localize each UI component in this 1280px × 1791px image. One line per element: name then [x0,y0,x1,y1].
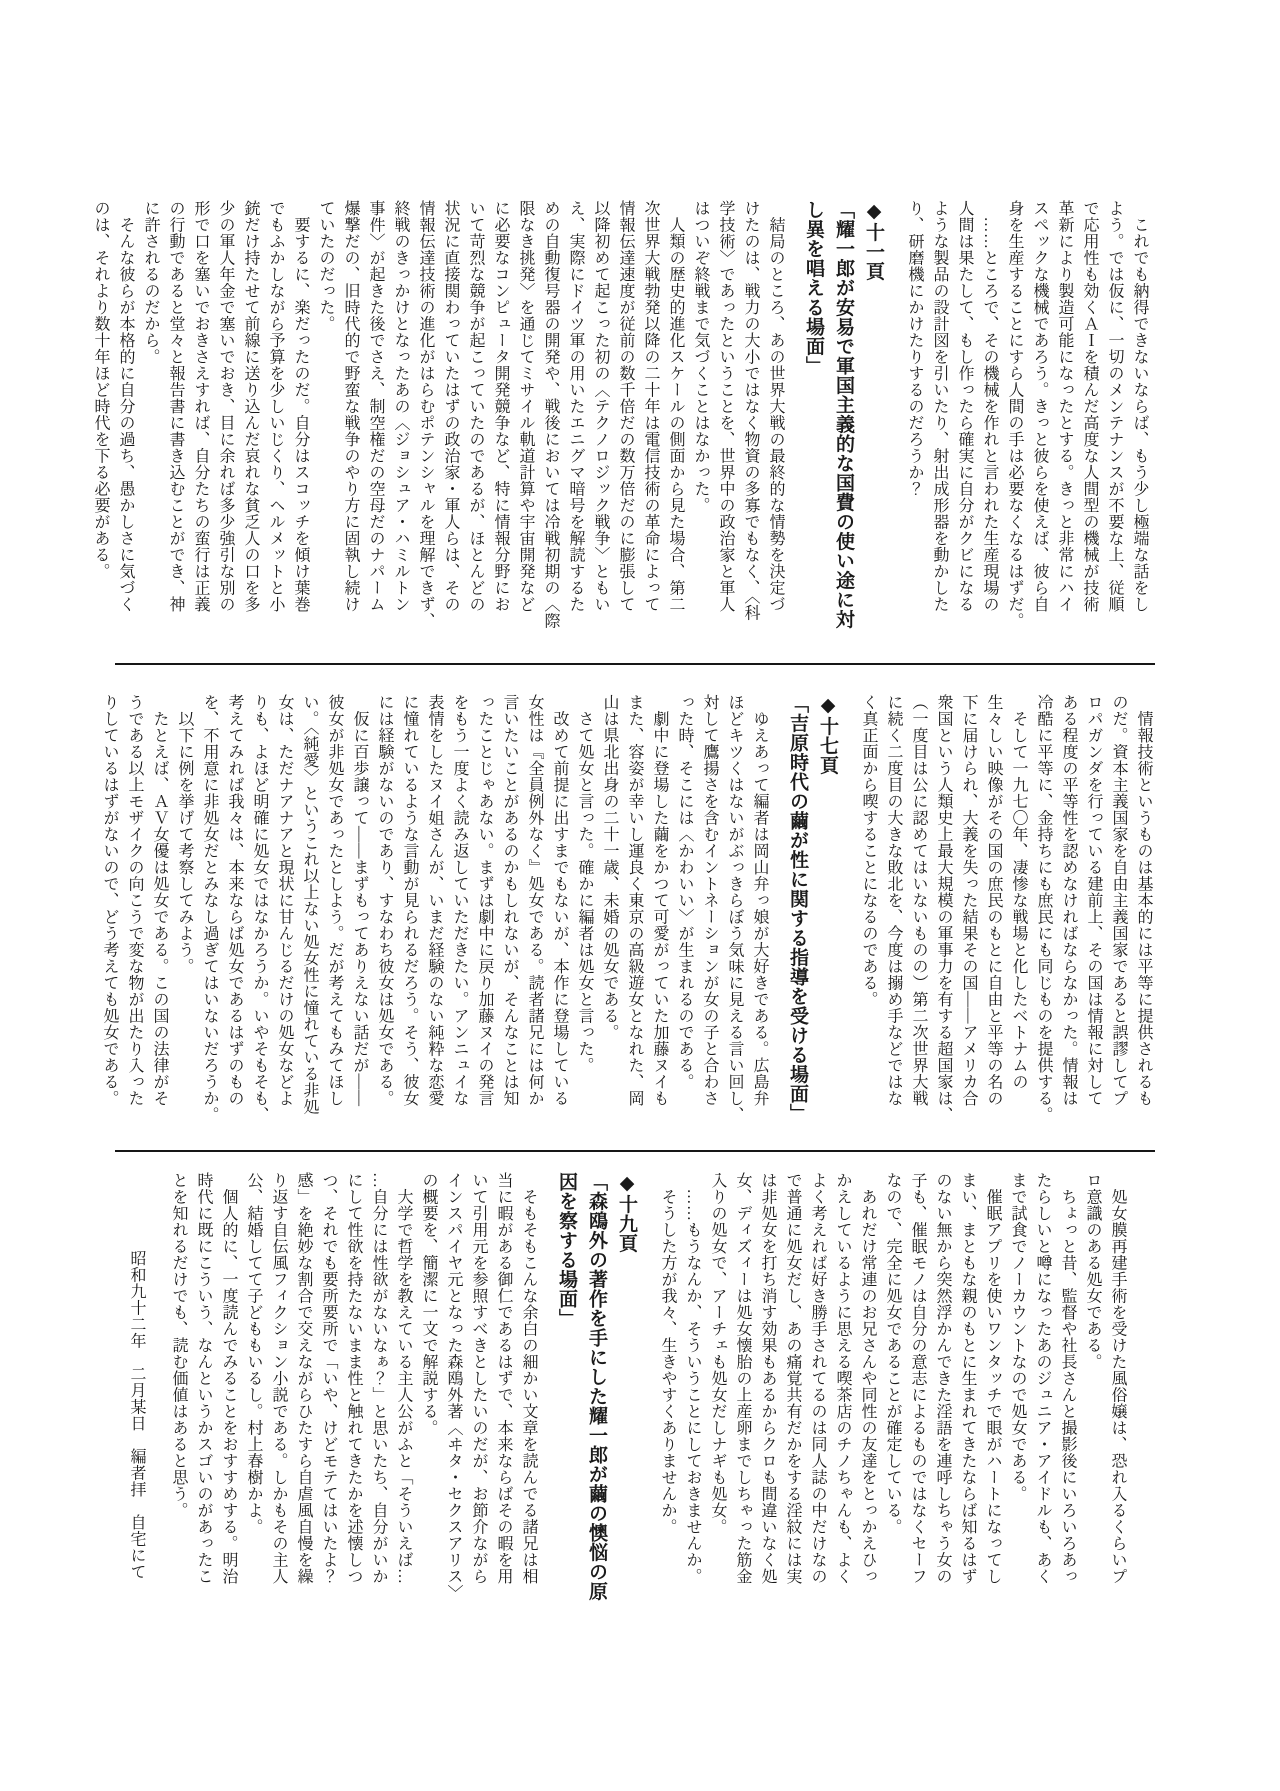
text-column: ロ意識のある処女である。 [1084,1172,1101,1370]
text-column: の行動であると堂々と報告書に書き込むことができ、神 [167,200,184,613]
text-column: 対して鷹揚さを含むイントネーションが女の子と合わさ [701,694,718,1107]
section-intro-text [655,1172,1130,1596]
text-column: 冷酷に平等に、金持ちにも庶民にも同じものを提供する。 [1035,694,1052,1123]
text-column: 劇中に登場した繭をかつて可愛がっていた加藤ヌイも [651,694,668,1107]
text-column: 山は県北出身の二十一歳、未婚の処女である。 [601,694,618,1041]
text-column: 大学で哲学を教えている主人公がふと「そういえば… [395,1172,412,1585]
text-column: ていたのだった。 [317,200,334,332]
text-column: 下に届けられ、大義を失った結果その国――アメリカ合 [960,694,977,1107]
text-column: 以下に例を挙げて考察してみよう。 [176,694,193,975]
section-divider [115,1150,1155,1152]
text-column: で普通に処女だし、あの痛覚共有だかをする淫紋には実 [784,1172,801,1585]
section-body-text [166,1172,541,1601]
text-column: インスパイヤ元となった森鴎外著〈ヰタ・セクスアリス〉 [445,1172,462,1601]
text-column: は非処女を打ち消す効果もあるからクロも間違いなく処 [759,1172,776,1585]
text-column: なので、完全に処女であることが確定している。 [884,1172,901,1535]
text-column: 少の軍人年金で塞いでおき、目に余れば多少強引な別の [217,200,234,613]
text-column: に続く二度目の大きな敗北を、今度は搦め手などではな [885,694,902,1107]
text-column: 仮に百歩譲って――まずもってありえない話だが―― [351,694,368,1107]
text-column: よく考えれば好き勝手されてるのは同人誌の中だけなの [809,1172,826,1585]
text-column: のは、それより数十年ほど時代を下る必要がある。 [92,200,109,580]
text-column: はついぞ終戦まで気づくことはなかった。 [692,200,709,514]
headline-page-marker: ◆十一頁 [863,200,884,281]
text-column: 子も、催眠モノは自分の意志によるものではなくセーフ [909,1172,926,1585]
text-column: で応用性も効くＡＩを積んだ高度な人間型の機械が技術 [1081,200,1098,613]
text-column: ……もうなんか、そういうことにしておきませんか。 [684,1172,701,1585]
colophon-date-line: 昭和九十二年 二月某日 編者拝 自宅にて [128,1250,145,1580]
text-column: い。〈純愛〉というこれ以上ない処女性に憧れている非処 [301,694,318,1115]
section-intro-text [856,694,1156,1146]
section-headline [782,694,842,1146]
section-page-11 [88,200,1152,652]
headline-quote [798,200,858,652]
text-column: 情報伝達技術の進化がはらむポテンシャルを理解できず、 [417,200,434,629]
text-column: そもそもこんな余白の細かい文章を読んでる諸兄は相 [520,1172,537,1585]
headline-quote [551,1172,611,1601]
text-column: りしているはずがないので、どう考えても処女である。 [101,694,118,1107]
text-column: ような製品の設計図を引いたり、射出成形器を動かした [931,200,948,613]
text-column: 言いたいことがあるのかもしれないが、そんなことは知 [501,694,518,1107]
text-column: 情報伝達速度が従前の数千倍だの数万倍だのに膨張して [617,200,634,613]
text-column: ある程度の平等性を認めなければならなかった。情報は [1060,694,1077,1107]
text-column: 形で口を塞いでおきさえすれば、自分たちの蛮行は正義 [192,200,209,613]
text-column: めの自動復号器の開発や、戦後においては冷戦初期の〈際 [542,200,559,629]
text-column: あれだけ常連のお兄さんや同性の友達をとっかえひっ [859,1172,876,1585]
text-column: 入りの処女で、アーチェも処女だしナギも処女。 [709,1172,726,1535]
text-column: 女は、ただナアナアと現状に甘んじるだけの処女などよ [276,694,293,1107]
text-column: たとえば、ＡＶ女優は処女である。この国の法律がそ [151,694,168,1107]
section-page-17 [97,694,1156,1146]
text-column: 結局のところ、あの世界大戦の最終的な情勢を決定づ [767,200,784,613]
text-column: には経験がないのであり、すなわち彼女は処女である。 [376,694,393,1107]
text-column: のない無から突然浮かんできた淫語を連呼しちゃう女の [934,1172,951,1585]
text-column: 限なき挑発〉を通じてミサイル軌道計算や宇宙開発など [517,200,534,613]
text-column: 銃だけ持たせて前線に送り込んだ哀れな貧乏人の口を多 [242,200,259,613]
text-column: 女、ディズィーは処女懐胎の上産卵までしちゃった筋金 [734,1172,751,1585]
text-column: そんな彼らが本格的に自分の過ち、愚かしさに気づく [117,200,134,613]
text-column: でもふかしながら予算を少しいじくり、ヘルメットと小 [267,200,284,613]
text-column: さて処女と言った。確かに編者は処女と言った。 [576,694,593,1074]
text-column: 状況に直接関わっていたはずの政治家・軍人らは、その [442,200,459,613]
text-column: りも、よほど明確に処女ではなかろうか。いやそもそも、 [251,694,268,1123]
text-column: 爆撃だの、旧時代的で野蛮な戦争のやり方に固執し続け [342,200,359,613]
text-column: ……ところで、その機械を作れと言われた生産現場の [981,200,998,613]
headline-page-marker: ◆十九頁 [616,1172,637,1253]
text-column: ちょっと昔、監督や社長さんと撮影後にいろいろあっ [1059,1172,1076,1585]
text-column: 催眠アプリを使いワンタッチで眼がハートになってし [984,1172,1001,1585]
text-column: これでも納得できないならば、もう少し極端な話をし [1131,200,1148,613]
section-headline [798,200,888,652]
text-column: え、実際にドイツ軍の用いたエニグマ暗号を解読するた [567,200,584,613]
text-column: 事件〉が起きた後でさえ、制空権だの空母だのナパーム [367,200,384,613]
text-column: いて苛烈な競争が起こっていたのであるが、ほとんどの [467,200,484,613]
text-column: ほどキツくはないがぶっきらぼう気味に見える言い回し、 [726,694,743,1123]
text-column: ゆえあって編者は岡山弁っ娘が大好きである。広島弁 [751,694,768,1107]
text-column: 人間は果たして、もし作ったら確実に自分がクビになる [956,200,973,613]
text-column: をもう一度よく読み返していただきたい。アンニュイな [451,694,468,1107]
text-column: 要するに、楽だったのだ。自分はスコッチを傾け葉巻 [292,200,309,613]
text-column: また、容姿が幸いし運良く東京の高級遊女となれた、岡 [626,694,643,1107]
text-column: （一度目は公に認めてはいないものの）第二次世界大戦 [910,694,927,1107]
text-column: 衆国という人類史上最大規模の軍事力を有する超国家は、 [935,694,952,1123]
text-column: 学技術〉であったということを、世界中の政治家と軍人 [717,200,734,613]
text-column: よう。では仮に、一切のメンテナンスが不要な上、従順 [1106,200,1123,613]
text-column: けたのは、戦力の大小ではなく物資の多寡でもなく、〈科 [742,200,759,621]
text-column: 身を生産することにすら人間の手は必要なくなるはずだ。 [1006,200,1023,629]
text-column: スペックな機械であろう。きっと彼らを使えば、彼ら自 [1031,200,1048,613]
text-column: の概要を、簡潔に一文で解説する。 [420,1172,437,1436]
text-column: に憧れているような言動が見られるだろう。そう、彼女 [401,694,418,1107]
text-column: ったことじゃあない。まずは劇中に戻り加藤ヌイの発言 [476,694,493,1107]
text-column: 公、結婚してて子どももいるし。村上春樹かよ。 [245,1172,262,1535]
text-column: たらしいと噂になったあのジュニア・アイドルも、あく [1034,1172,1051,1585]
text-column: まで試食でノーカウントなので処女である。 [1009,1172,1026,1502]
section-headline [551,1172,641,1601]
text-column: 感」を絶妙な割合で交えながらひたすら自虐風自慢を繰 [295,1172,312,1585]
text-column: かえしているように思える喫茶店のチノちゃんも、よく [834,1172,851,1585]
text-column: り、研磨機にかけたりするのだろうか？ [906,200,923,497]
text-column: った時、そこには〈かわいい〉が生まれるのである。 [676,694,693,1090]
text-column: 以降初めて起こった初の〈テクノロジック戦争〉ともい [592,200,609,613]
text-column: 処女膜再建手術を受けた風俗嬢は、恐れ入るくらいプ [1109,1172,1126,1585]
text-column: 革新により製造可能になったとする。きっと非常にハイ [1056,200,1073,613]
text-column: ロパガンダを行っている建前上、その国は情報に対して [1085,694,1102,1107]
text-column: 当に暇がある御仁であるはずで、本来ならばその暇を用 [495,1172,512,1585]
text-column: そうした方が我々、生きやすくありませんか。 [659,1172,676,1535]
text-column: 生々しい映像がその国の庶民のもとに自由と平等の名の [985,694,1002,1107]
text-column: 彼女が非処女であったとしよう。だが考えてもみてほし [326,694,343,1107]
text-column: 次世界大戦勃発以降の二十年は電信技術の革命によって [642,200,659,613]
text-column: つ、それでも要所要所で「いや、けどモテてはいたよ？ [320,1172,337,1585]
text-column: を、不用意に非処女だとみなし過ぎてはいないだろうか。 [201,694,218,1123]
text-column: 「耀一郎が安易で軍国主義的な国費の使い途に対 [833,200,854,629]
text-column: 「吉原時代の繭が性に関する指導を受ける場面」 [787,694,808,1123]
text-column: 改めて前提に出すまでもないが、本作に登場している [551,694,568,1107]
text-column: いて引用元を参照すべきとしたいのだが、お節介ながら [470,1172,487,1585]
section-intro-text [902,200,1152,652]
text-column: とを知れるだけでも、読む価値はあると思う。 [170,1172,187,1519]
text-column: し異を唱える場面」 [803,200,824,376]
text-column: まい、まともな親のもとに生まれてきたならば知るはず [959,1172,976,1585]
section-page-19 [122,1172,1130,1601]
text-column: 人類の歴史的進化スケールの側面から見た場合、第二 [667,200,684,613]
text-column: 終戦のきっかけとなったあの〈ジョシュア・ハミルトン [392,200,409,613]
text-column: に必要なコンピュータ開発競争など、特に情報分野にお [492,200,509,613]
text-column: 「森鴎外の著作を手にした耀一郎が繭の懊悩の原 [586,1172,607,1601]
text-column: に許されるのだから。 [142,200,159,365]
text-column: り返す自伝風フィクション小説である。しかもその主人 [270,1172,287,1585]
text-column: 考えてみれば我々は、本来ならば処女であるはずのもの [226,694,243,1107]
text-column: 女性は『全員例外なく』処女である。読者諸兄には何か [526,694,543,1107]
section-divider [115,663,1155,665]
text-column: 情報技術というものは基本的には平等に提供されるも [1135,694,1152,1107]
text-column: にして性欲を持たないまま性と触れてきたかを述懐しつ [345,1172,362,1585]
text-column: うである以上モザイクの向こうで変な物が出たり入った [126,694,143,1107]
section-body-text [97,694,772,1146]
section-body-text [88,200,788,652]
text-column: …自分には性欲がないなぁ？」と思いたち、自分がいか [370,1172,387,1585]
text-column: く真正面から喫することになるのである。 [860,694,877,1008]
text-column: そして一九七〇年、凄惨な戦場と化したベトナムの [1010,694,1027,1090]
headline-quote [782,694,812,1146]
text-column: 個人的に、一度読んでみることをおすすめする。明治 [220,1172,237,1585]
text-column: 表情をしたヌイ姐さんが、いまだ経験のない純粋な恋愛 [426,694,443,1107]
text-column: 時代に既にこういう、なんというかスゴいのがあったこ [195,1172,212,1585]
text-column: のだ。資本主義国家を自由主義国家であると誤謬してプ [1110,694,1127,1107]
headline-page-marker: ◆十七頁 [817,694,838,775]
text-column: 因を察する場面」 [556,1172,577,1328]
